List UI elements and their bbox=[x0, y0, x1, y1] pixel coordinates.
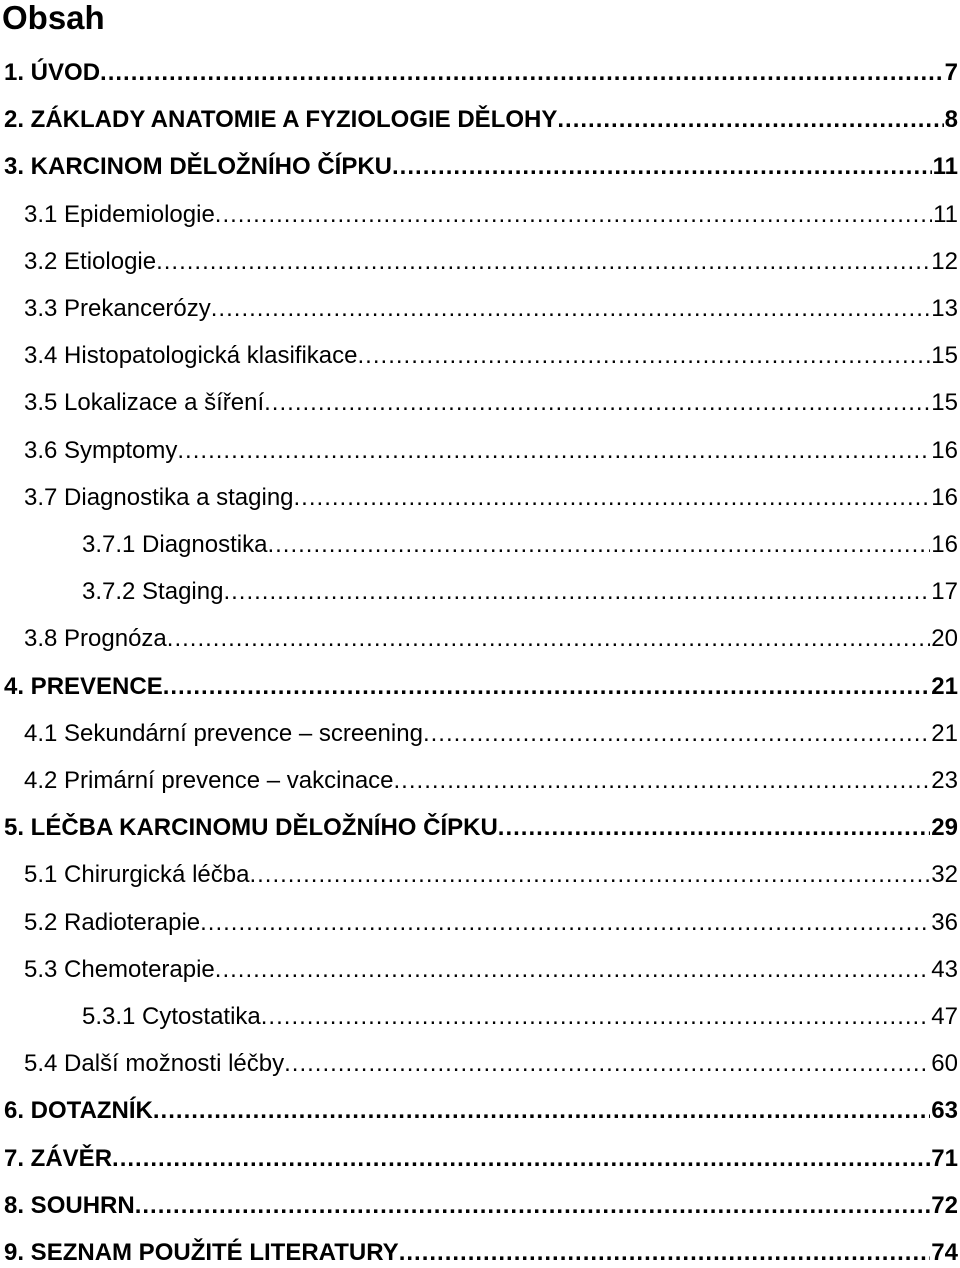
toc-dot-leader bbox=[223, 577, 930, 607]
toc-dot-leader bbox=[498, 813, 931, 843]
toc-dot-leader bbox=[177, 436, 930, 466]
toc-entry-page-number: 32 bbox=[931, 861, 958, 888]
toc-entry-label: 3.4 Histopatologická klasifikace bbox=[24, 342, 358, 369]
toc-entry[interactable] bbox=[24, 1049, 958, 1079]
toc-entry-label: 5.4 Další možnosti léčby bbox=[24, 1050, 285, 1077]
toc-entry-page-number: 71 bbox=[931, 1145, 958, 1172]
toc-entry-page-number: 43 bbox=[931, 956, 958, 983]
toc-dot-leader bbox=[211, 294, 931, 324]
toc-entry[interactable] bbox=[24, 436, 958, 466]
toc-entry-label: 2. ZÁKLADY ANATOMIE A FYZIOLOGIE DĚLOHY bbox=[4, 106, 558, 133]
toc-entry[interactable] bbox=[24, 766, 958, 796]
toc-entry-label: 5.3.1 Cytostatika bbox=[82, 1003, 261, 1030]
toc-entry-page-number: 21 bbox=[931, 673, 958, 700]
toc-entry[interactable] bbox=[24, 200, 958, 230]
toc-entry-page-number: 72 bbox=[931, 1192, 958, 1219]
toc-dot-leader bbox=[215, 200, 932, 230]
toc-dot-leader bbox=[156, 247, 930, 277]
toc-entry-page-number: 36 bbox=[931, 909, 958, 936]
toc-entry[interactable] bbox=[24, 483, 958, 513]
toc-dot-leader bbox=[399, 1238, 931, 1268]
toc-dot-leader bbox=[394, 766, 931, 796]
toc-entry-page-number: 74 bbox=[931, 1239, 958, 1266]
toc-entry-page-number: 23 bbox=[931, 767, 958, 794]
toc-dot-leader bbox=[392, 152, 932, 182]
toc-entry-label: 7. ZÁVĚR bbox=[4, 1145, 113, 1172]
toc-entry-label: 3.3 Prekancerózy bbox=[24, 295, 211, 322]
toc-entry-label: 3.6 Symptomy bbox=[24, 437, 178, 464]
toc-dot-leader bbox=[153, 1096, 930, 1126]
toc-entry[interactable] bbox=[4, 1191, 958, 1221]
toc-dot-leader bbox=[358, 341, 931, 371]
toc-entry-page-number: 11 bbox=[933, 201, 958, 228]
toc-dot-leader bbox=[284, 1049, 930, 1079]
toc-entry-label: 5.3 Chemoterapie bbox=[24, 956, 215, 983]
toc-entry[interactable] bbox=[82, 577, 958, 607]
toc-entry-label: 3.8 Prognóza bbox=[24, 625, 167, 652]
toc-entry[interactable] bbox=[24, 860, 958, 890]
toc-entry-label: 1. ÚVOD bbox=[4, 59, 101, 86]
toc-entry-label: 3.7.1 Diagnostika bbox=[82, 531, 268, 558]
toc-entry-page-number: 60 bbox=[931, 1050, 958, 1077]
toc-entry[interactable] bbox=[4, 105, 958, 135]
toc-entry[interactable] bbox=[4, 1144, 958, 1174]
toc-dot-leader bbox=[267, 530, 930, 560]
toc-entry-page-number: 7 bbox=[944, 59, 958, 86]
toc-dot-leader bbox=[135, 1191, 931, 1221]
toc-entry[interactable] bbox=[24, 624, 958, 654]
toc-entry-label: 3.7 Diagnostika a staging bbox=[24, 484, 294, 511]
toc-entry[interactable] bbox=[4, 1096, 958, 1126]
toc-entry-label: 5.1 Chirurgická léčba bbox=[24, 861, 250, 888]
toc-entry-page-number: 16 bbox=[931, 437, 958, 464]
toc-entry[interactable] bbox=[82, 1002, 958, 1032]
toc-entry-page-number: 63 bbox=[931, 1097, 958, 1124]
toc-entry[interactable] bbox=[24, 388, 958, 418]
toc-entry-page-number: 16 bbox=[931, 531, 958, 558]
toc-dot-leader bbox=[264, 388, 930, 418]
toc-title: Obsah bbox=[2, 0, 105, 36]
toc-entry-page-number: 8 bbox=[944, 106, 958, 133]
toc-entry-label: 6. DOTAZNÍK bbox=[4, 1097, 153, 1124]
toc-dot-leader bbox=[249, 860, 930, 890]
toc-entry-label: 8. SOUHRN bbox=[4, 1192, 135, 1219]
toc-entry-page-number: 16 bbox=[931, 484, 958, 511]
toc-entry-label: 9. SEZNAM POUŽITÉ LITERATURY bbox=[4, 1239, 399, 1266]
toc-dot-leader bbox=[261, 1002, 931, 1032]
toc-entry-page-number: 21 bbox=[931, 720, 958, 747]
toc-entry[interactable] bbox=[24, 247, 958, 277]
toc-dot-leader bbox=[294, 483, 931, 513]
toc-entry-page-number: 15 bbox=[931, 342, 958, 369]
toc-dot-leader bbox=[215, 955, 931, 985]
toc-entry-label: 5.2 Radioterapie bbox=[24, 909, 201, 936]
toc-entry[interactable] bbox=[4, 672, 958, 702]
toc-dot-leader bbox=[163, 672, 931, 702]
toc-entry-label: 3. KARCINOM DĚLOŽNÍHO ČÍPKU bbox=[4, 153, 393, 180]
toc-entry-label: 3.2 Etiologie bbox=[24, 248, 157, 275]
toc-entry[interactable] bbox=[24, 341, 958, 371]
toc-entry[interactable] bbox=[24, 955, 958, 985]
toc-entry-label: 3.1 Epidemiologie bbox=[24, 201, 215, 228]
toc-entry-label: 5. LÉČBA KARCINOMU DĚLOŽNÍHO ČÍPKU bbox=[4, 814, 498, 841]
toc-entry-page-number: 29 bbox=[931, 814, 958, 841]
toc-entry[interactable] bbox=[4, 58, 958, 88]
toc-entry[interactable] bbox=[4, 1238, 958, 1268]
toc-entry-label: 4. PREVENCE bbox=[4, 673, 163, 700]
toc-entry-page-number: 47 bbox=[931, 1003, 958, 1030]
toc-entry[interactable] bbox=[82, 530, 958, 560]
toc-entry-page-number: 13 bbox=[931, 295, 958, 322]
toc-dot-leader bbox=[112, 1144, 930, 1174]
toc-entry-page-number: 17 bbox=[931, 578, 958, 605]
toc-dot-leader bbox=[100, 58, 944, 88]
toc-entry-label: 3.7.2 Staging bbox=[82, 578, 224, 605]
toc-entry-page-number: 11 bbox=[932, 153, 958, 180]
toc-entry-label: 4.1 Sekundární prevence – screening bbox=[24, 720, 423, 747]
toc-dot-leader bbox=[167, 624, 931, 654]
toc-dot-leader bbox=[200, 908, 930, 938]
toc-entry[interactable] bbox=[24, 294, 958, 324]
toc-dot-leader bbox=[557, 105, 943, 135]
toc-entry[interactable] bbox=[4, 813, 958, 843]
toc-dot-leader bbox=[423, 719, 930, 749]
toc-entry-page-number: 12 bbox=[931, 248, 958, 275]
toc-entry-page-number: 15 bbox=[931, 389, 958, 416]
toc-entry-label: 4.2 Primární prevence – vakcinace bbox=[24, 767, 394, 794]
toc-entry-page-number: 20 bbox=[931, 625, 958, 652]
toc-entry[interactable] bbox=[4, 152, 958, 182]
toc-entry[interactable] bbox=[24, 908, 958, 938]
toc-entry-label: 3.5 Lokalizace a šíření bbox=[24, 389, 265, 416]
toc-entry[interactable] bbox=[24, 719, 958, 749]
